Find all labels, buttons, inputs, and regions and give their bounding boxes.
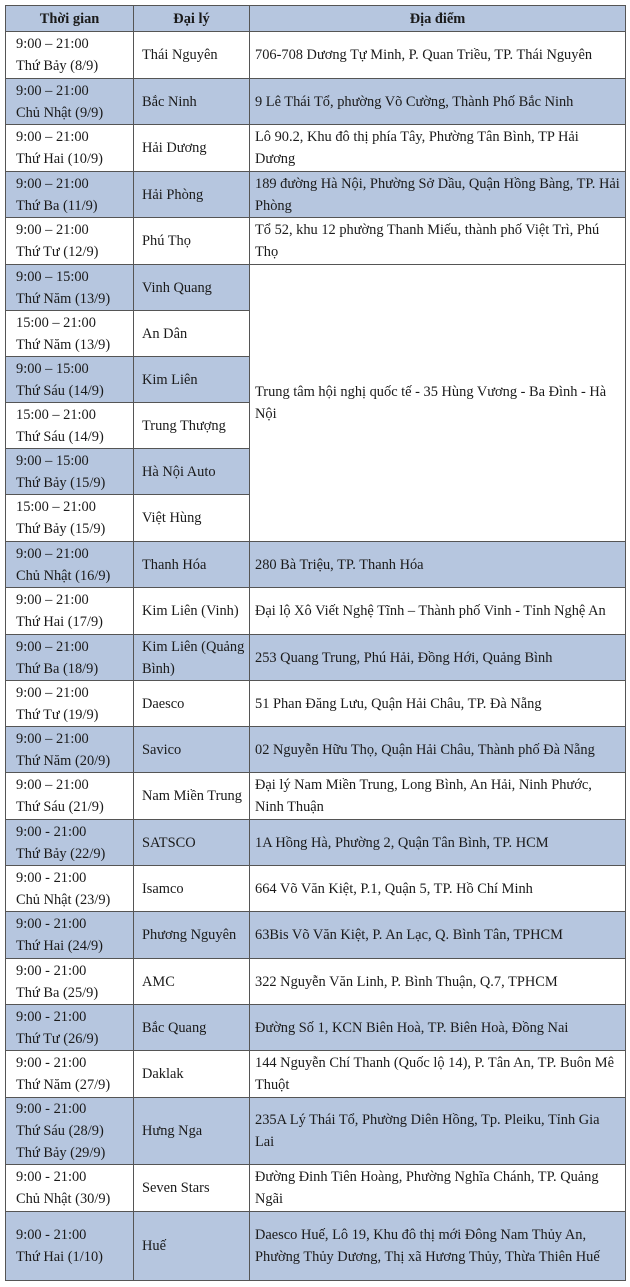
agent-cell: Huế	[134, 1212, 250, 1281]
time-cell	[6, 959, 134, 1005]
agent-cell: Thái Nguyên	[134, 32, 250, 79]
day-label: Thứ Năm (20/9)	[16, 752, 111, 769]
location-cell: Trung tâm hội nghị quốc tế - 35 Hùng Vương - Ba Đình - Hà Nội	[250, 265, 626, 542]
location-cell: 235A Lý Thái Tổ, Phường Diên Hồng, Tp. Pleiku, Tỉnh Gia Lai	[250, 1098, 626, 1165]
agent-cell: Kim Liên (Quảng Bình)	[134, 635, 250, 681]
time-cell	[6, 1051, 134, 1098]
agent-cell: Hà Nội Auto	[134, 449, 250, 495]
table-row	[6, 542, 626, 588]
day-label: Thứ Bảy (22/9)	[16, 845, 106, 862]
time-range: 9:00 - 21:00	[16, 916, 87, 932]
time-range: 9:00 - 21:00	[16, 1101, 87, 1117]
time-cell	[6, 32, 134, 79]
table-row	[6, 125, 626, 172]
time-range: 9:00 – 21:00	[16, 82, 89, 99]
location-cell: Đường Số 1, KCN Biên Hoà, TP. Biên Hoà, Đồng Nai	[250, 1005, 626, 1051]
time-cell	[6, 449, 134, 495]
time-cell	[6, 79, 134, 125]
time-range: 9:00 – 21:00	[16, 730, 89, 747]
time-cell	[6, 172, 134, 218]
time-cell	[6, 866, 134, 912]
day-label: Thứ Bảy (15/9)	[16, 474, 106, 491]
time-range: 9:00 - 21:00	[16, 962, 87, 979]
header-row	[6, 6, 626, 32]
schedule-table	[5, 5, 626, 1281]
time-cell	[6, 1212, 134, 1281]
time-cell	[6, 820, 134, 866]
agent-cell: Daklak	[134, 1051, 250, 1098]
day-label: Thứ Hai (24/9)	[16, 938, 103, 954]
location-cell: Đại lộ Xô Viết Nghệ Tĩnh – Thành phố Vinh - Tỉnh Nghệ An	[250, 588, 626, 635]
day-label: Chủ Nhật (23/9)	[16, 891, 111, 908]
time-cell	[6, 218, 134, 265]
agent-cell: AMC	[134, 959, 250, 1005]
time-range: 15:00 – 21:00	[16, 406, 96, 423]
location-cell: 706-708 Dương Tự Minh, P. Quan Triều, TP. Thái Nguyên	[250, 32, 626, 79]
table-row	[6, 635, 626, 681]
time-range: 9:00 - 21:00	[16, 823, 87, 840]
agent-cell: Hưng Nga	[134, 1098, 250, 1165]
location-cell: 63Bis Võ Văn Kiệt, P. An Lạc, Q. Bình Tân, TPHCM	[250, 912, 626, 959]
day-label: Chủ Nhật (16/9)	[16, 567, 111, 584]
day-label: Thứ Hai (10/9)	[16, 151, 103, 167]
location-cell: Đại lý Nam Miền Trung, Long Bình, An Hải, Ninh Phước, Ninh Thuận	[250, 773, 626, 820]
day-label: Thứ Ba (18/9)	[16, 660, 99, 677]
time-range: 9:00 – 15:00	[16, 268, 89, 285]
location-cell: 322 Nguyễn Văn Linh, P. Bình Thuận, Q.7, TPHCM	[250, 959, 626, 1005]
time-range: 9:00 - 21:00	[16, 869, 87, 886]
location-cell: 253 Quang Trung, Phú Hải, Đồng Hới, Quảng Bình	[250, 635, 626, 681]
location-cell: 664 Võ Văn Kiệt, P.1, Quận 5, TP. Hồ Chí Minh	[250, 866, 626, 912]
time-cell	[6, 727, 134, 773]
time-range: 9:00 – 21:00	[16, 592, 89, 608]
time-cell	[6, 773, 134, 820]
header-agent: Đại lý	[134, 6, 250, 32]
header-location: Địa điểm	[250, 6, 626, 32]
day-label: Thứ Sáu (21/9)	[16, 799, 104, 815]
time-range: 9:00 – 15:00	[16, 360, 89, 377]
day-label: Thứ Tư (12/9)	[16, 244, 99, 260]
time-cell	[6, 1165, 134, 1212]
location-cell: Tổ 52, khu 12 phường Thanh Miếu, thành phố Việt Trì, Phú Thọ	[250, 218, 626, 265]
agent-cell: Daesco	[134, 681, 250, 727]
time-cell	[6, 1098, 134, 1165]
time-cell	[6, 125, 134, 172]
time-cell	[6, 311, 134, 357]
agent-cell: Hải Phòng	[134, 172, 250, 218]
location-cell: Lô 90.2, Khu đô thị phía Tây, Phường Tân Bình, TP Hải Dương	[250, 125, 626, 172]
day-label: Thứ Sáu (14/9)	[16, 428, 104, 445]
time-cell	[6, 357, 134, 403]
day-label: Thứ Sáu (28/9)	[16, 1123, 104, 1139]
day-label: Thứ Ba (11/9)	[16, 197, 98, 214]
location-cell: 02 Nguyễn Hữu Thọ, Quận Hải Châu, Thành phố Đà Nẵng	[250, 727, 626, 773]
table-row	[6, 265, 626, 311]
day-label-2: Thứ Bảy (29/9)	[16, 1145, 106, 1161]
table-row	[6, 32, 626, 79]
time-range: 9:00 – 21:00	[16, 638, 89, 655]
agent-cell: Vinh Quang	[134, 265, 250, 311]
time-cell	[6, 495, 134, 542]
day-label: Thứ Năm (13/9)	[16, 290, 111, 307]
header-time: Thời gian	[6, 6, 134, 32]
table-row	[6, 1165, 626, 1212]
time-cell	[6, 912, 134, 959]
time-range: 9:00 – 21:00	[16, 684, 89, 701]
agent-cell: Thanh Hóa	[134, 542, 250, 588]
time-range: 9:00 – 15:00	[16, 452, 89, 469]
agent-cell: Bắc Ninh	[134, 79, 250, 125]
table-row	[6, 912, 626, 959]
time-range: 9:00 – 21:00	[16, 129, 89, 145]
day-label: Thứ Tư (19/9)	[16, 706, 99, 723]
location-cell: Đường Đinh Tiên Hoàng, Phường Nghĩa Chánh, TP. Quảng Ngãi	[250, 1165, 626, 1212]
time-cell	[6, 635, 134, 681]
table-row	[6, 1005, 626, 1051]
location-cell: 51 Phan Đăng Lưu, Quận Hải Châu, TP. Đà Nẵng	[250, 681, 626, 727]
time-range: 9:00 – 21:00	[16, 545, 89, 562]
time-range: 9:00 - 21:00	[16, 1169, 87, 1185]
day-label: Thứ Tư (26/9)	[16, 1030, 99, 1047]
time-cell	[6, 681, 134, 727]
time-cell	[6, 265, 134, 311]
time-range: 9:00 - 21:00	[16, 1227, 87, 1243]
agent-cell: SATSCO	[134, 820, 250, 866]
agent-cell: Isamco	[134, 866, 250, 912]
day-label: Thứ Sáu (14/9)	[16, 382, 104, 399]
day-label: Thứ Hai (1/10)	[16, 1249, 103, 1265]
time-range: 9:00 – 21:00	[16, 777, 89, 793]
agent-cell: An Dân	[134, 311, 250, 357]
table-row	[6, 1051, 626, 1098]
time-cell	[6, 542, 134, 588]
table-row	[6, 79, 626, 125]
table-row	[6, 1098, 626, 1165]
agent-cell: Bắc Quang	[134, 1005, 250, 1051]
table-row	[6, 588, 626, 635]
table-row	[6, 820, 626, 866]
agent-cell: Hải Dương	[134, 125, 250, 172]
day-label: Thứ Ba (25/9)	[16, 984, 99, 1001]
time-range: 9:00 - 21:00	[16, 1055, 87, 1071]
day-label: Chủ Nhật (9/9)	[16, 104, 104, 121]
table-row	[6, 773, 626, 820]
agent-cell: Trung Thượng	[134, 403, 250, 449]
time-range: 15:00 – 21:00	[16, 499, 96, 515]
time-range: 9:00 – 21:00	[16, 222, 89, 238]
location-cell: 9 Lê Thái Tổ, phường Võ Cường, Thành Phố Bắc Ninh	[250, 79, 626, 125]
time-range: 15:00 – 21:00	[16, 314, 96, 331]
agent-cell: Việt Hùng	[134, 495, 250, 542]
agent-cell: Kim Liên	[134, 357, 250, 403]
time-range: 9:00 – 21:00	[16, 175, 89, 192]
table-row	[6, 959, 626, 1005]
table-row	[6, 218, 626, 265]
agent-cell: Seven Stars	[134, 1165, 250, 1212]
day-label: Thứ Năm (27/9)	[16, 1077, 111, 1093]
agent-cell: Nam Miền Trung	[134, 773, 250, 820]
table-row	[6, 727, 626, 773]
time-range: 9:00 – 21:00	[16, 36, 89, 52]
location-cell: 1A Hồng Hà, Phường 2, Quận Tân Bình, TP. HCM	[250, 820, 626, 866]
location-cell: Daesco Huế, Lô 19, Khu đô thị mới Đông Nam Thủy An, Phường Thủy Dương, Thị xã Hương Thủy, Thừa Thiên Huế	[250, 1212, 626, 1281]
agent-cell: Savico	[134, 727, 250, 773]
time-cell	[6, 588, 134, 635]
time-cell	[6, 1005, 134, 1051]
location-cell: 144 Nguyễn Chí Thanh (Quốc lộ 14), P. Tân An, TP. Buôn Mê Thuột	[250, 1051, 626, 1098]
table-row	[6, 866, 626, 912]
location-cell: 189 đường Hà Nội, Phường Sở Dầu, Quận Hồng Bàng, TP. Hải Phòng	[250, 172, 626, 218]
day-label: Chủ Nhật (30/9)	[16, 1191, 111, 1207]
location-cell: 280 Bà Triệu, TP. Thanh Hóa	[250, 542, 626, 588]
agent-cell: Phú Thọ	[134, 218, 250, 265]
day-label: Thứ Bảy (8/9)	[16, 58, 99, 74]
agent-cell: Kim Liên (Vinh)	[134, 588, 250, 635]
time-cell	[6, 403, 134, 449]
table-row	[6, 1212, 626, 1281]
table-row	[6, 172, 626, 218]
time-range: 9:00 - 21:00	[16, 1008, 87, 1025]
day-label: Thứ Năm (13/9)	[16, 336, 111, 353]
agent-cell: Phương Nguyên	[134, 912, 250, 959]
day-label: Thứ Bảy (15/9)	[16, 521, 106, 537]
day-label: Thứ Hai (17/9)	[16, 614, 103, 630]
table-row	[6, 681, 626, 727]
